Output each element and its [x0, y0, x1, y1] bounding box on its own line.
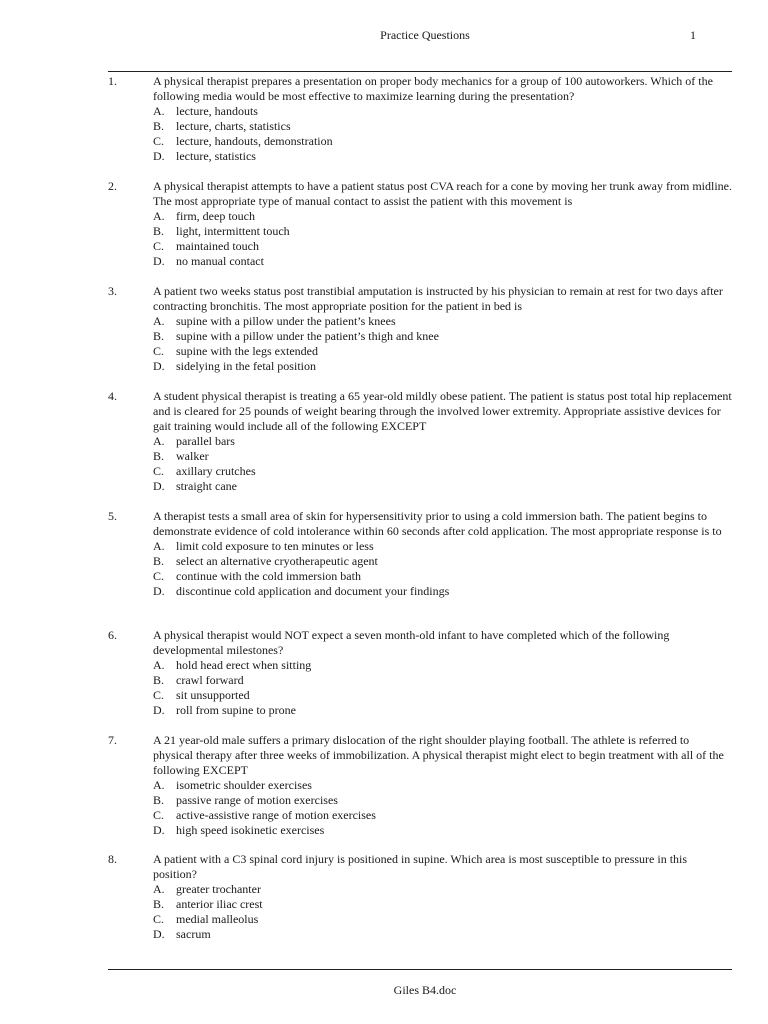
option-letter: C.: [153, 344, 165, 358]
question-item: [108, 284, 732, 374]
question-text: A physical therapist would NOT expect a seven month-old infant to have completed which of the following developmental milestones?: [153, 628, 670, 657]
option-letter: D.: [153, 149, 165, 163]
option-letter: C.: [153, 808, 165, 822]
answer-option: [153, 808, 732, 823]
option-text: roll from supine to prone: [176, 703, 296, 717]
option-text: straight cane: [176, 479, 237, 493]
question-item: [108, 852, 732, 942]
answer-option: [153, 464, 732, 479]
option-text: lecture, handouts, demonstration: [176, 134, 333, 148]
answer-options: [153, 434, 732, 494]
option-text: supine with the legs extended: [176, 344, 318, 358]
option-text: supine with a pillow under the patient’s thigh and knee: [176, 329, 439, 343]
question-text: A patient two weeks status post transtibial amputation is instructed by his physician to remain at rest for two days after contracting bronchitis. The most appropriate position for the patient in bed is: [153, 284, 723, 313]
option-letter: D.: [153, 823, 165, 837]
answer-option: [153, 434, 732, 449]
answer-option: [153, 658, 732, 673]
question-number: 2.: [108, 179, 117, 193]
answer-option: [153, 927, 732, 942]
answer-option: [153, 554, 732, 569]
option-letter: C.: [153, 569, 165, 583]
option-text: select an alternative cryotherapeutic agent: [176, 554, 378, 568]
option-letter: C.: [153, 134, 165, 148]
answer-options: [153, 882, 732, 942]
question-number: 6.: [108, 628, 117, 642]
question-text: A physical therapist prepares a presentation on proper body mechanics for a group of 100 autoworkers. Which of the following media would be most effective to maximize learning during the presentation?: [153, 74, 713, 103]
question-item: [108, 179, 732, 269]
answer-option: [153, 104, 732, 119]
option-letter: D.: [153, 254, 165, 268]
option-letter: C.: [153, 464, 165, 478]
answer-option: [153, 119, 732, 134]
option-text: sacrum: [176, 927, 211, 941]
answer-options: [153, 778, 732, 838]
option-text: axillary crutches: [176, 464, 256, 478]
option-text: firm, deep touch: [176, 209, 255, 223]
option-text: supine with a pillow under the patient’s knees: [176, 314, 396, 328]
option-text: maintained touch: [176, 239, 259, 253]
option-text: limit cold exposure to ten minutes or less: [176, 539, 374, 553]
answer-option: [153, 539, 732, 554]
question-item: [108, 509, 732, 599]
answer-option: [153, 314, 732, 329]
option-text: discontinue cold application and document your findings: [176, 584, 450, 598]
option-letter: B.: [153, 897, 165, 911]
option-text: greater trochanter: [176, 882, 261, 896]
page-header-title: Practice Questions: [380, 28, 470, 42]
question-item: [108, 389, 732, 494]
option-letter: A.: [153, 539, 165, 553]
answer-option: [153, 882, 732, 897]
option-text: medial malleolus: [176, 912, 259, 926]
answer-option: [153, 479, 732, 494]
question-number: 4.: [108, 389, 117, 403]
question-text: A student physical therapist is treating a 65 year-old mildly obese patient. The patient is status post total hip replacement and is cleared for 25 pounds of weight bearing through the involved lower extremity. Appropriate assistive devices for gait training would include all of the following EXCEPT: [153, 389, 732, 433]
option-letter: A.: [153, 104, 165, 118]
option-text: continue with the cold immersion bath: [176, 569, 361, 583]
answer-option: [153, 584, 732, 599]
option-text: lecture, handouts: [176, 104, 258, 118]
option-text: hold head erect when sitting: [176, 658, 312, 672]
option-letter: D.: [153, 584, 165, 598]
answer-option: [153, 254, 732, 269]
footer-divider: [108, 969, 732, 970]
answer-options: [153, 539, 732, 599]
option-text: sit unsupported: [176, 688, 250, 702]
option-text: lecture, statistics: [176, 149, 256, 163]
option-letter: B.: [153, 329, 165, 343]
option-letter: D.: [153, 703, 165, 717]
option-letter: D.: [153, 359, 165, 373]
header-divider: [108, 71, 732, 72]
option-text: isometric shoulder exercises: [176, 778, 312, 792]
option-letter: D.: [153, 479, 165, 493]
answer-option: [153, 778, 732, 793]
option-letter: A.: [153, 658, 165, 672]
question-text: A patient with a C3 spinal cord injury is positioned in supine. Which area is most susceptible to pressure in this position?: [153, 852, 688, 881]
option-text: active-assistive range of motion exercises: [176, 808, 376, 822]
answer-option: [153, 149, 732, 164]
question-text: A 21 year-old male suffers a primary dislocation of the right shoulder playing football. The athlete is referred to physical therapy after three weeks of immobilization. A physical therapist might elect to begin treatment with all of the following EXCEPT: [153, 733, 724, 777]
question-number: 3.: [108, 284, 117, 298]
option-text: anterior iliac crest: [176, 897, 263, 911]
option-letter: B.: [153, 673, 165, 687]
option-letter: B.: [153, 119, 165, 133]
answer-option: [153, 703, 732, 718]
option-letter: C.: [153, 688, 165, 702]
option-letter: B.: [153, 554, 165, 568]
option-letter: D.: [153, 927, 165, 941]
question-text: A therapist tests a small area of skin for hypersensitivity prior to using a cold immersion bath. The patient begins to demonstrate evidence of cold intolerance within 60 seconds after cold application. The most appropriate response is to: [153, 509, 722, 538]
option-text: passive range of motion exercises: [176, 793, 338, 807]
option-text: parallel bars: [176, 434, 235, 448]
option-letter: B.: [153, 793, 165, 807]
question-number: 5.: [108, 509, 117, 523]
option-text: crawl forward: [176, 673, 244, 687]
option-text: walker: [176, 449, 209, 463]
answer-option: [153, 329, 732, 344]
question-text: A physical therapist attempts to have a patient status post CVA reach for a cone by moving her trunk away from midline. The most appropriate type of manual contact to assist the patient with this movement is: [153, 179, 732, 208]
option-text: no manual contact: [176, 254, 264, 268]
option-letter: A.: [153, 314, 165, 328]
answer-option: [153, 673, 732, 688]
answer-options: [153, 314, 732, 374]
answer-options: [153, 658, 732, 718]
option-text: light, intermittent touch: [176, 224, 290, 238]
question-item: [108, 74, 732, 164]
answer-option: [153, 209, 732, 224]
footer-filename: Giles B4.doc: [393, 983, 457, 997]
answer-options: [153, 104, 732, 164]
option-letter: C.: [153, 912, 165, 926]
option-text: sidelying in the fetal position: [176, 359, 316, 373]
answer-option: [153, 793, 732, 808]
answer-option: [153, 224, 732, 239]
answer-option: [153, 569, 732, 584]
answer-option: [153, 134, 732, 149]
answer-option: [153, 688, 732, 703]
question-number: 7.: [108, 733, 117, 747]
answer-option: [153, 239, 732, 254]
option-letter: A.: [153, 434, 165, 448]
option-letter: A.: [153, 209, 165, 223]
question-item: [108, 628, 732, 718]
option-letter: A.: [153, 882, 165, 896]
answer-option: [153, 897, 732, 912]
option-letter: C.: [153, 239, 165, 253]
answer-option: [153, 912, 732, 927]
page-number: 1: [690, 28, 696, 42]
answer-options: [153, 209, 732, 269]
question-item: [108, 733, 732, 838]
answer-option: [153, 823, 732, 838]
option-letter: A.: [153, 778, 165, 792]
question-number: 8.: [108, 852, 117, 866]
option-letter: B.: [153, 449, 165, 463]
option-text: high speed isokinetic exercises: [176, 823, 325, 837]
answer-option: [153, 359, 732, 374]
answer-option: [153, 344, 732, 359]
question-number: 1.: [108, 74, 117, 88]
option-text: lecture, charts, statistics: [176, 119, 291, 133]
option-letter: B.: [153, 224, 165, 238]
answer-option: [153, 449, 732, 464]
